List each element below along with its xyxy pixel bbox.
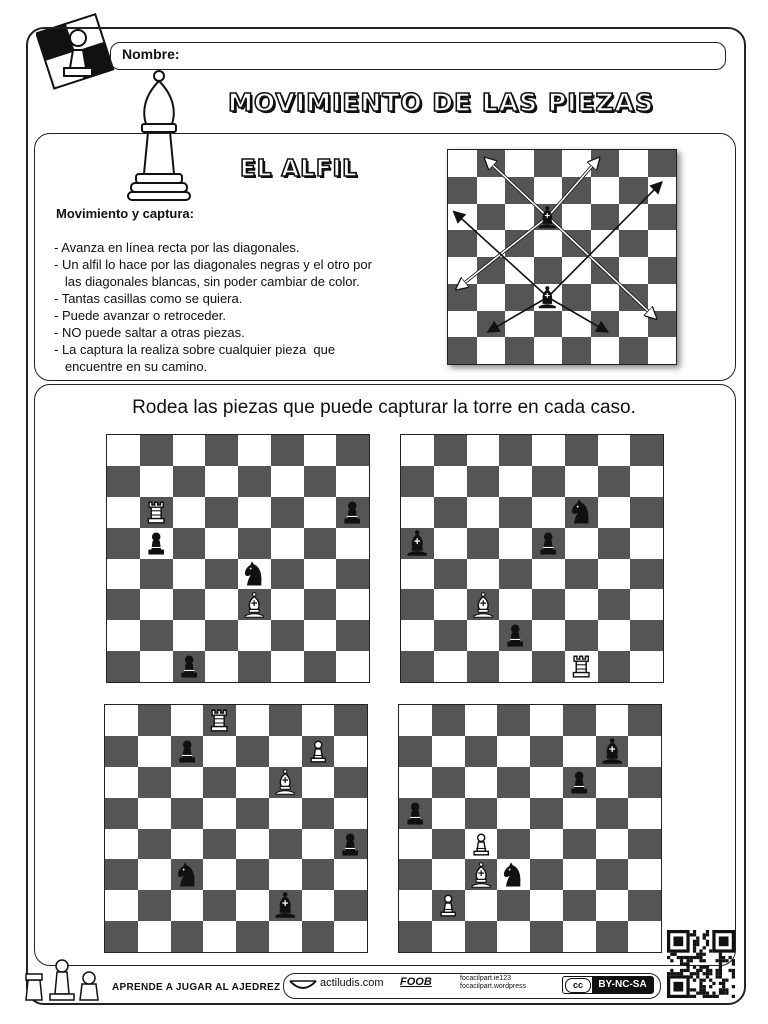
white-pawn-icon[interactable]	[304, 737, 332, 765]
board-square[interactable]	[140, 559, 173, 590]
board-square[interactable]	[271, 528, 304, 559]
footer-site-focacilpart[interactable]	[460, 975, 526, 991]
board-square[interactable]	[336, 589, 369, 620]
board-square[interactable]	[107, 466, 140, 497]
black-knight-icon[interactable]	[567, 498, 595, 526]
white-rook-icon[interactable]	[142, 498, 170, 526]
board-square[interactable]	[205, 497, 238, 528]
board-square[interactable]	[432, 798, 465, 829]
board-square[interactable]	[499, 466, 532, 497]
board-square[interactable]	[465, 767, 498, 798]
rule-line: - Puede avanzar o retroceder.	[54, 308, 226, 323]
qr-code-icon	[666, 930, 736, 998]
board-square[interactable]	[336, 620, 369, 651]
diagonal-arrows	[448, 150, 676, 364]
board-square[interactable]	[140, 620, 173, 651]
black-bishop-icon[interactable]	[535, 205, 560, 230]
board-square[interactable]	[334, 890, 367, 921]
board-square[interactable]	[304, 528, 337, 559]
board-square[interactable]	[138, 921, 171, 952]
movement-heading: Movimiento y captura:	[56, 206, 194, 221]
board-square[interactable]	[205, 589, 238, 620]
board-square[interactable]	[401, 497, 434, 528]
white-pawn-icon[interactable]	[434, 891, 462, 919]
board-square[interactable]	[171, 890, 204, 921]
name-label: Nombre:	[122, 46, 180, 62]
black-pawn-icon[interactable]	[142, 529, 170, 557]
board-square[interactable]	[530, 798, 563, 829]
black-knight-icon[interactable]	[173, 861, 201, 889]
board-square[interactable]	[107, 435, 140, 466]
board-square[interactable]	[236, 705, 269, 736]
board-square[interactable]	[271, 651, 304, 682]
board-square[interactable]	[532, 620, 565, 651]
rule-line: las diagonales blancas, sin poder cambiar de color.	[54, 274, 360, 289]
license-label: BY-NC-SA	[592, 977, 653, 993]
board-square[interactable]	[628, 798, 661, 829]
board-square[interactable]	[138, 736, 171, 767]
board-square[interactable]	[238, 528, 271, 559]
board-square[interactable]	[334, 798, 367, 829]
board-square[interactable]	[399, 859, 432, 890]
board-square[interactable]	[434, 620, 467, 651]
black-pawn-icon[interactable]	[336, 830, 364, 858]
black-pawn-icon[interactable]	[175, 652, 203, 680]
board-square[interactable]	[399, 705, 432, 736]
board-square[interactable]	[105, 921, 138, 952]
board-square[interactable]	[596, 890, 629, 921]
board-square[interactable]	[497, 798, 530, 829]
board-square[interactable]	[173, 589, 206, 620]
board-square[interactable]	[434, 435, 467, 466]
white-bishop-icon[interactable]	[469, 591, 497, 619]
board-square[interactable]	[630, 528, 663, 559]
board-square[interactable]	[630, 435, 663, 466]
board-square[interactable]	[269, 798, 302, 829]
white-pawn-icon[interactable]	[467, 830, 495, 858]
rule-line: - Tantas casillas como se quiera.	[54, 291, 243, 306]
footer-slogan: APRENDE A JUGAR AL AJEDREZ	[112, 982, 281, 993]
board-square[interactable]	[563, 798, 596, 829]
rule-line: encuentre en su camino.	[54, 359, 208, 374]
board-square[interactable]	[304, 435, 337, 466]
board-square[interactable]	[530, 890, 563, 921]
black-knight-icon[interactable]	[499, 861, 527, 889]
board-square[interactable]	[497, 767, 530, 798]
board-square[interactable]	[434, 651, 467, 682]
board-square[interactable]	[598, 559, 631, 590]
board-square[interactable]	[628, 829, 661, 860]
board-square[interactable]	[565, 435, 598, 466]
page-title: MOVIMIENTO DE LAS PIEZAS	[228, 88, 655, 117]
board-square[interactable]	[467, 435, 500, 466]
board-square[interactable]	[269, 921, 302, 952]
board-square[interactable]	[530, 859, 563, 890]
board-square[interactable]	[238, 435, 271, 466]
board-square[interactable]	[532, 559, 565, 590]
board-square[interactable]	[138, 767, 171, 798]
board-square[interactable]	[302, 859, 335, 890]
board-square[interactable]	[205, 528, 238, 559]
board-square[interactable]	[205, 435, 238, 466]
board-square[interactable]	[173, 620, 206, 651]
black-bishop-icon[interactable]	[535, 285, 560, 310]
board-square[interactable]	[499, 559, 532, 590]
black-pawn-icon[interactable]	[173, 737, 201, 765]
board-square[interactable]	[271, 620, 304, 651]
board-square[interactable]	[173, 466, 206, 497]
board-square[interactable]	[628, 859, 661, 890]
board-square[interactable]	[565, 559, 598, 590]
board-square[interactable]	[236, 829, 269, 860]
board-square[interactable]	[432, 859, 465, 890]
black-pawn-icon[interactable]	[401, 799, 429, 827]
board-square[interactable]	[171, 921, 204, 952]
board-square[interactable]	[563, 921, 596, 952]
board-square[interactable]	[598, 651, 631, 682]
board-square[interactable]	[105, 767, 138, 798]
board-square[interactable]	[236, 736, 269, 767]
board-square[interactable]	[401, 589, 434, 620]
board-square[interactable]	[563, 859, 596, 890]
board-square[interactable]	[336, 528, 369, 559]
board-square[interactable]	[497, 829, 530, 860]
board-square[interactable]	[399, 736, 432, 767]
exercise-board-1[interactable]	[106, 434, 370, 683]
black-bishop-icon[interactable]	[598, 737, 626, 765]
board-square[interactable]	[401, 559, 434, 590]
board-square[interactable]	[630, 651, 663, 682]
board-square[interactable]	[238, 651, 271, 682]
board-square[interactable]	[499, 528, 532, 559]
board-square[interactable]	[236, 859, 269, 890]
board-square[interactable]	[203, 829, 236, 860]
board-square[interactable]	[596, 767, 629, 798]
board-square[interactable]	[467, 620, 500, 651]
board-square[interactable]	[399, 921, 432, 952]
board-square[interactable]	[628, 705, 661, 736]
board-square[interactable]	[596, 921, 629, 952]
board-square[interactable]	[434, 497, 467, 528]
board-square[interactable]	[334, 705, 367, 736]
board-square[interactable]	[532, 466, 565, 497]
board-square[interactable]	[105, 736, 138, 767]
board-square[interactable]	[203, 798, 236, 829]
board-square[interactable]	[530, 829, 563, 860]
board-square[interactable]	[334, 736, 367, 767]
board-square[interactable]	[304, 651, 337, 682]
board-square[interactable]	[203, 921, 236, 952]
board-square[interactable]	[105, 859, 138, 890]
board-square[interactable]	[598, 589, 631, 620]
board-square[interactable]	[628, 921, 661, 952]
board-square[interactable]	[630, 559, 663, 590]
board-square[interactable]	[499, 651, 532, 682]
board-square[interactable]	[334, 767, 367, 798]
board-square[interactable]	[105, 705, 138, 736]
board-square[interactable]	[465, 921, 498, 952]
black-pawn-icon[interactable]	[501, 621, 529, 649]
board-square[interactable]	[497, 890, 530, 921]
board-square[interactable]	[598, 497, 631, 528]
rule-line: - NO puede saltar a otras piezas.	[54, 325, 245, 340]
rule-line: - La captura la realiza sobre cualquier pieza que	[54, 342, 336, 357]
board-square[interactable]	[107, 651, 140, 682]
board-square[interactable]	[334, 859, 367, 890]
board-square[interactable]	[628, 736, 661, 767]
board-square[interactable]	[467, 466, 500, 497]
board-square[interactable]	[499, 497, 532, 528]
board-square[interactable]	[336, 559, 369, 590]
board-square[interactable]	[401, 651, 434, 682]
board-square[interactable]	[107, 497, 140, 528]
board-square[interactable]	[465, 890, 498, 921]
board-square[interactable]	[598, 528, 631, 559]
footer-site-line: focacilpart.ie123	[460, 975, 511, 982]
board-square[interactable]	[203, 859, 236, 890]
board-square[interactable]	[138, 829, 171, 860]
board-square[interactable]	[271, 497, 304, 528]
board-square[interactable]	[563, 705, 596, 736]
white-rook-icon[interactable]	[205, 706, 233, 734]
chess-pieces-decoration-icon	[20, 958, 110, 1002]
board-square[interactable]	[107, 559, 140, 590]
board-square[interactable]	[499, 589, 532, 620]
board-square[interactable]	[236, 767, 269, 798]
board-square[interactable]	[203, 736, 236, 767]
board-square[interactable]	[171, 829, 204, 860]
board-square[interactable]	[107, 620, 140, 651]
board-square[interactable]	[432, 736, 465, 767]
board-square[interactable]	[173, 559, 206, 590]
board-square[interactable]	[304, 620, 337, 651]
board-square[interactable]	[497, 705, 530, 736]
board-square[interactable]	[434, 559, 467, 590]
board-square[interactable]	[596, 859, 629, 890]
board-square[interactable]	[399, 767, 432, 798]
board-square[interactable]	[271, 559, 304, 590]
board-square[interactable]	[205, 559, 238, 590]
board-square[interactable]	[238, 497, 271, 528]
board-square[interactable]	[269, 705, 302, 736]
board-square[interactable]	[532, 651, 565, 682]
board-square[interactable]	[598, 620, 631, 651]
board-square[interactable]	[105, 890, 138, 921]
board-square[interactable]	[399, 829, 432, 860]
board-square[interactable]	[173, 497, 206, 528]
board-square[interactable]	[563, 890, 596, 921]
board-square[interactable]	[304, 559, 337, 590]
board-square[interactable]	[401, 466, 434, 497]
board-square[interactable]	[238, 620, 271, 651]
board-square[interactable]	[467, 497, 500, 528]
black-bishop-icon[interactable]	[403, 529, 431, 557]
board-square[interactable]	[630, 589, 663, 620]
board-square[interactable]	[598, 435, 631, 466]
board-square[interactable]	[271, 466, 304, 497]
black-pawn-icon[interactable]	[534, 529, 562, 557]
board-square[interactable]	[302, 705, 335, 736]
exercise-instruction: Rodea las piezas que puede capturar la torre en cada caso.	[132, 397, 636, 418]
board-square[interactable]	[271, 589, 304, 620]
footer-site-actiludis[interactable]: actiludis.com	[320, 977, 384, 989]
black-pawn-icon[interactable]	[338, 498, 366, 526]
board-square[interactable]	[140, 466, 173, 497]
name-field[interactable]	[110, 42, 726, 70]
board-square[interactable]	[497, 736, 530, 767]
footer-site-foob[interactable]: FOOB	[400, 976, 432, 988]
black-pawn-icon[interactable]	[565, 768, 593, 796]
board-square[interactable]	[171, 767, 204, 798]
board-square[interactable]	[302, 890, 335, 921]
board-square[interactable]	[138, 798, 171, 829]
board-square[interactable]	[565, 466, 598, 497]
board-square[interactable]	[628, 890, 661, 921]
board-square[interactable]	[432, 767, 465, 798]
board-square[interactable]	[140, 651, 173, 682]
board-square[interactable]	[596, 829, 629, 860]
board-square[interactable]	[630, 466, 663, 497]
movement-rules	[54, 239, 424, 375]
board-square[interactable]	[171, 798, 204, 829]
board-square[interactable]	[565, 589, 598, 620]
board-square[interactable]	[628, 767, 661, 798]
rule-line: - Avanza en línea recta por las diagonales.	[54, 240, 300, 255]
rule-line: - Un alfil lo hace por las diagonales negras y el otro por	[54, 257, 372, 272]
board-square[interactable]	[205, 620, 238, 651]
board-square[interactable]	[432, 921, 465, 952]
board-square[interactable]	[530, 736, 563, 767]
board-square[interactable]	[138, 705, 171, 736]
white-bishop-icon[interactable]	[240, 591, 268, 619]
board-square[interactable]	[336, 435, 369, 466]
board-square[interactable]	[138, 859, 171, 890]
board-square[interactable]	[173, 435, 206, 466]
board-square[interactable]	[304, 497, 337, 528]
board-square[interactable]	[269, 736, 302, 767]
board-square[interactable]	[630, 620, 663, 651]
board-square[interactable]	[401, 435, 434, 466]
board-square[interactable]	[203, 767, 236, 798]
board-square[interactable]	[171, 705, 204, 736]
board-square[interactable]	[532, 435, 565, 466]
white-bishop-icon[interactable]	[271, 768, 299, 796]
board-square[interactable]	[105, 798, 138, 829]
board-square[interactable]	[532, 497, 565, 528]
board-square[interactable]	[530, 705, 563, 736]
board-square[interactable]	[205, 651, 238, 682]
board-square[interactable]	[530, 767, 563, 798]
black-bishop-icon[interactable]	[271, 891, 299, 919]
board-square[interactable]	[467, 559, 500, 590]
license-badge	[562, 976, 654, 994]
board-square[interactable]	[302, 829, 335, 860]
white-bishop-icon[interactable]	[467, 861, 495, 889]
board-square[interactable]	[563, 736, 596, 767]
board-square[interactable]	[304, 466, 337, 497]
board-square[interactable]	[138, 890, 171, 921]
board-square[interactable]	[530, 921, 563, 952]
board-square[interactable]	[236, 798, 269, 829]
board-square[interactable]	[302, 767, 335, 798]
board-square[interactable]	[532, 589, 565, 620]
board-square[interactable]	[236, 921, 269, 952]
board-square[interactable]	[630, 497, 663, 528]
cc-icon: cc	[565, 978, 591, 993]
exercise-board-2[interactable]	[400, 434, 664, 683]
board-square[interactable]	[563, 829, 596, 860]
board-square[interactable]	[107, 528, 140, 559]
board-square[interactable]	[236, 890, 269, 921]
board-square[interactable]	[497, 921, 530, 952]
board-square[interactable]	[401, 620, 434, 651]
board-square[interactable]	[271, 435, 304, 466]
actiludis-logo-icon	[288, 977, 318, 993]
board-square[interactable]	[596, 798, 629, 829]
board-square[interactable]	[432, 705, 465, 736]
board-square[interactable]	[203, 890, 236, 921]
board-square[interactable]	[238, 466, 271, 497]
board-square[interactable]	[434, 466, 467, 497]
board-square[interactable]	[336, 466, 369, 497]
section-title: EL ALFIL	[240, 156, 358, 182]
board-square[interactable]	[107, 589, 140, 620]
board-square[interactable]	[465, 736, 498, 767]
board-square[interactable]	[173, 528, 206, 559]
black-knight-icon[interactable]	[240, 560, 268, 588]
board-square[interactable]	[269, 829, 302, 860]
board-square[interactable]	[140, 435, 173, 466]
board-square[interactable]	[465, 798, 498, 829]
board-square[interactable]	[434, 589, 467, 620]
exercise-board-4[interactable]	[398, 704, 662, 953]
board-square[interactable]	[105, 829, 138, 860]
board-square[interactable]	[302, 921, 335, 952]
board-square[interactable]	[598, 466, 631, 497]
board-square[interactable]	[205, 466, 238, 497]
board-square[interactable]	[499, 435, 532, 466]
board-square[interactable]	[269, 859, 302, 890]
board-square[interactable]	[467, 528, 500, 559]
board-square[interactable]	[434, 528, 467, 559]
board-square[interactable]	[565, 528, 598, 559]
board-square[interactable]	[465, 705, 498, 736]
footer-site-line: focacilpart.wordpress	[460, 983, 527, 990]
board-square[interactable]	[432, 829, 465, 860]
board-square[interactable]	[304, 589, 337, 620]
board-square[interactable]	[399, 890, 432, 921]
board-square[interactable]	[467, 651, 500, 682]
exercise-board-3[interactable]	[104, 704, 368, 953]
board-square[interactable]	[596, 705, 629, 736]
board-square[interactable]	[302, 798, 335, 829]
white-rook-icon[interactable]	[567, 652, 595, 680]
board-square[interactable]	[334, 921, 367, 952]
board-square[interactable]	[565, 620, 598, 651]
board-square[interactable]	[140, 589, 173, 620]
board-square[interactable]	[336, 651, 369, 682]
movement-diagram-board	[447, 149, 677, 365]
